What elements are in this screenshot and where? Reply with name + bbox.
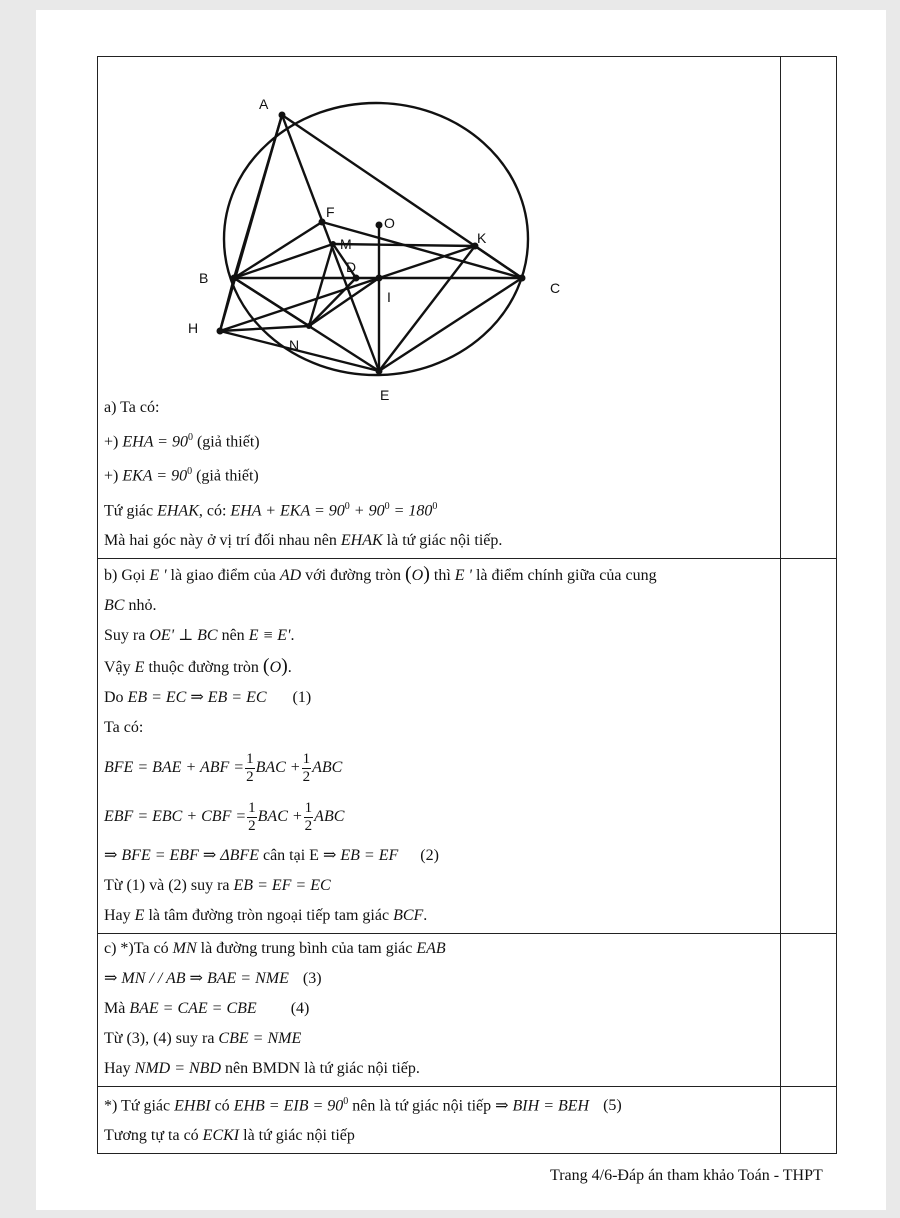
table-row — [98, 57, 837, 559]
text-line — [104, 994, 774, 1024]
text: là tứ giác nội tiếp — [239, 1127, 355, 1145]
label-M: M — [340, 236, 352, 252]
answer-table — [97, 56, 837, 1154]
numerator: 1 — [246, 750, 254, 767]
text-line — [104, 713, 774, 743]
text: có — [210, 1097, 234, 1115]
math: MN — [172, 939, 197, 957]
math: = 180 — [389, 501, 433, 519]
segment-BN — [234, 278, 309, 326]
text: thuộc đường tròn — [144, 658, 263, 676]
text-line — [104, 1121, 774, 1151]
fraction — [247, 800, 257, 835]
text-line — [104, 457, 774, 491]
segment-NI — [309, 278, 379, 326]
math-sup: 0 — [187, 466, 193, 478]
text: Hay — [104, 1059, 135, 1077]
text: là giao điểm của — [166, 566, 280, 584]
text: Tương tự ta có — [104, 1127, 203, 1145]
math-sup: 0 — [432, 500, 438, 512]
text: nên là tứ giác nội tiếp — [348, 1097, 496, 1115]
fraction — [245, 751, 255, 786]
math: EHBI — [174, 1097, 211, 1115]
math: ECKI — [202, 1127, 240, 1145]
math: ABC — [312, 758, 343, 776]
point-F — [319, 219, 326, 226]
text: cân tại E — [258, 846, 323, 864]
text-line — [104, 492, 774, 526]
text-line — [104, 621, 774, 651]
text: Từ (1) và (2) suy ra — [104, 876, 234, 894]
math: EHAK — [157, 501, 199, 519]
text-line — [104, 841, 774, 871]
math: EHB = EIB = 90 — [233, 1097, 344, 1115]
text: nhỏ. — [124, 596, 157, 614]
math: O — [411, 566, 424, 584]
text: với đường tròn — [301, 566, 405, 584]
math: AD — [279, 566, 302, 584]
point-N — [306, 323, 312, 329]
text-line — [104, 871, 774, 901]
text-line — [104, 393, 774, 423]
text-line — [104, 743, 774, 792]
geometry-figure — [104, 57, 764, 403]
math: EAB — [416, 939, 446, 957]
math: EB = EC ⇒ EB = EC — [127, 688, 267, 706]
segment-HE — [220, 331, 379, 371]
text-line — [104, 683, 774, 713]
paren: ) — [423, 562, 430, 585]
math: EKA = 90 — [122, 467, 188, 485]
label-I: I — [387, 289, 391, 305]
math: + 90 — [349, 501, 385, 519]
text-line — [104, 1054, 774, 1084]
label-F: F — [326, 204, 335, 220]
part-b-cell — [98, 558, 781, 933]
text: Mà — [104, 999, 130, 1017]
paren: ( — [262, 654, 270, 677]
math: ABC — [314, 807, 345, 825]
text: c) *)Ta có — [104, 939, 173, 957]
text: *) Tứ giác — [104, 1097, 175, 1115]
segment-HB — [220, 278, 234, 331]
denominator: 2 — [302, 768, 311, 785]
text: nên — [217, 626, 249, 644]
text: +) — [104, 433, 123, 451]
math: BAC + — [255, 758, 301, 776]
math: ⇒ BIH = BEH — [495, 1097, 590, 1115]
text-line — [104, 1087, 774, 1121]
score-cell — [781, 558, 837, 933]
table-row — [98, 558, 837, 933]
point-O — [376, 222, 383, 229]
text: . — [290, 626, 295, 644]
fraction — [302, 751, 312, 786]
text: Tứ giác — [104, 501, 158, 519]
point-B — [231, 275, 238, 282]
score-cell — [781, 933, 837, 1086]
label-E: E — [380, 387, 390, 403]
denominator: 2 — [248, 817, 256, 834]
math: NMD = NBD — [134, 1059, 222, 1077]
document-page — [36, 10, 886, 1210]
text: là điểm chính giữa của cung — [471, 566, 657, 584]
text-line — [104, 1024, 774, 1054]
point-E — [376, 368, 383, 375]
math-sup: 0 — [384, 500, 390, 512]
math: EHA = 90 — [122, 433, 188, 451]
equation-tag: (3) — [302, 969, 322, 987]
text: Từ (3), (4) suy ra — [104, 1029, 219, 1047]
label-C: C — [550, 280, 561, 296]
equation-tag: (5) — [603, 1097, 622, 1115]
text: (giả thiết) — [192, 433, 260, 451]
numerator: 1 — [304, 799, 313, 816]
equation-tag: (2) — [420, 846, 439, 864]
text: Do — [104, 688, 128, 706]
text-line — [104, 591, 774, 621]
text-line — [104, 526, 774, 556]
text-line — [104, 423, 774, 457]
table-row — [98, 1086, 837, 1153]
math: BFE = BAE + ABF = — [104, 758, 245, 776]
math: EHA + EKA = 90 — [230, 501, 345, 519]
point-A — [279, 112, 286, 119]
math: E — [134, 906, 145, 924]
label-N: N — [289, 337, 300, 353]
denominator: 2 — [304, 817, 313, 834]
paren: ) — [281, 654, 288, 677]
label-B: B — [199, 270, 209, 286]
text: (giả thiết) — [192, 467, 259, 485]
math: ⇒ BFE = EBF ⇒ ΔBFE — [104, 846, 259, 864]
math: ⇒ MN / / AB ⇒ BAE = NME — [104, 969, 289, 987]
score-cell — [781, 1086, 837, 1153]
score-cell — [781, 57, 837, 559]
math: EBF = EBC + CBF = — [104, 807, 247, 825]
text: là tứ giác nội tiếp. — [382, 531, 503, 549]
math-sup: 0 — [343, 1095, 349, 1107]
numerator: 1 — [302, 750, 311, 767]
math-sup: 0 — [344, 500, 350, 512]
text: +) — [104, 467, 123, 485]
text: Hay — [104, 906, 135, 924]
text: Vậy — [104, 658, 135, 676]
text: là tâm đường tròn ngoại tiếp tam giác — [144, 906, 394, 924]
math: E ' — [149, 566, 167, 584]
math: OE' ⊥ BC — [149, 626, 218, 644]
text: là đường trung bình của tam giác — [196, 939, 417, 957]
math: EB = EF = EC — [233, 876, 331, 894]
math-sup: 0 — [187, 432, 193, 443]
text-line — [104, 901, 774, 931]
point-M — [330, 241, 336, 247]
equation-tag: (4) — [290, 999, 310, 1017]
math: E — [134, 658, 145, 676]
math: E ≡ E' — [248, 626, 291, 644]
text: , có: — [198, 501, 231, 519]
segment-BM — [234, 244, 333, 278]
label-D: D — [346, 259, 357, 275]
label-O: O — [384, 215, 395, 231]
part-a-heading: a) Ta có: — [104, 399, 160, 416]
math: CBE = NME — [218, 1029, 302, 1047]
label-A: A — [259, 96, 269, 112]
point-C — [519, 275, 526, 282]
text: Ta có: — [104, 718, 144, 736]
text: Suy ra — [104, 626, 150, 644]
page-footer: Trang 4/6-Đáp án tham khảo Toán - THPT — [550, 1167, 823, 1184]
text: Mà hai góc này ở vị trí đối nhau nên — [104, 531, 341, 549]
part-a-cell — [98, 57, 781, 559]
text-line — [104, 792, 774, 841]
part-d-cell — [98, 1086, 781, 1153]
text-line — [104, 964, 774, 994]
label-H: H — [188, 320, 199, 336]
table-row — [98, 933, 837, 1086]
math: EHAK — [340, 531, 383, 549]
equation-tag: (1) — [292, 688, 312, 706]
text: . — [423, 906, 428, 924]
numerator: 1 — [248, 799, 256, 816]
text-line — [104, 651, 774, 683]
point-I — [376, 275, 383, 282]
paren: ( — [404, 562, 412, 585]
part-c-cell — [98, 933, 781, 1086]
text-line — [104, 934, 774, 964]
math: E ' — [454, 566, 472, 584]
denominator: 2 — [246, 768, 254, 785]
text: nên BMDN là tứ giác nội tiếp. — [221, 1059, 420, 1077]
math: BC — [104, 596, 125, 614]
point-H — [217, 328, 224, 335]
fraction — [304, 800, 314, 835]
point-D — [353, 275, 360, 282]
math: BCF — [393, 906, 424, 924]
text: thì — [429, 566, 455, 584]
label-K: K — [477, 230, 487, 246]
math: O — [269, 658, 282, 676]
segment-KC — [475, 246, 522, 278]
math: ⇒ EB = EF — [322, 846, 399, 864]
math: BAC + — [257, 807, 303, 825]
math: BAE = CAE = CBE — [129, 999, 257, 1017]
text: b) Gọi — [104, 566, 150, 584]
text: . — [287, 658, 292, 676]
text-line — [104, 559, 774, 591]
